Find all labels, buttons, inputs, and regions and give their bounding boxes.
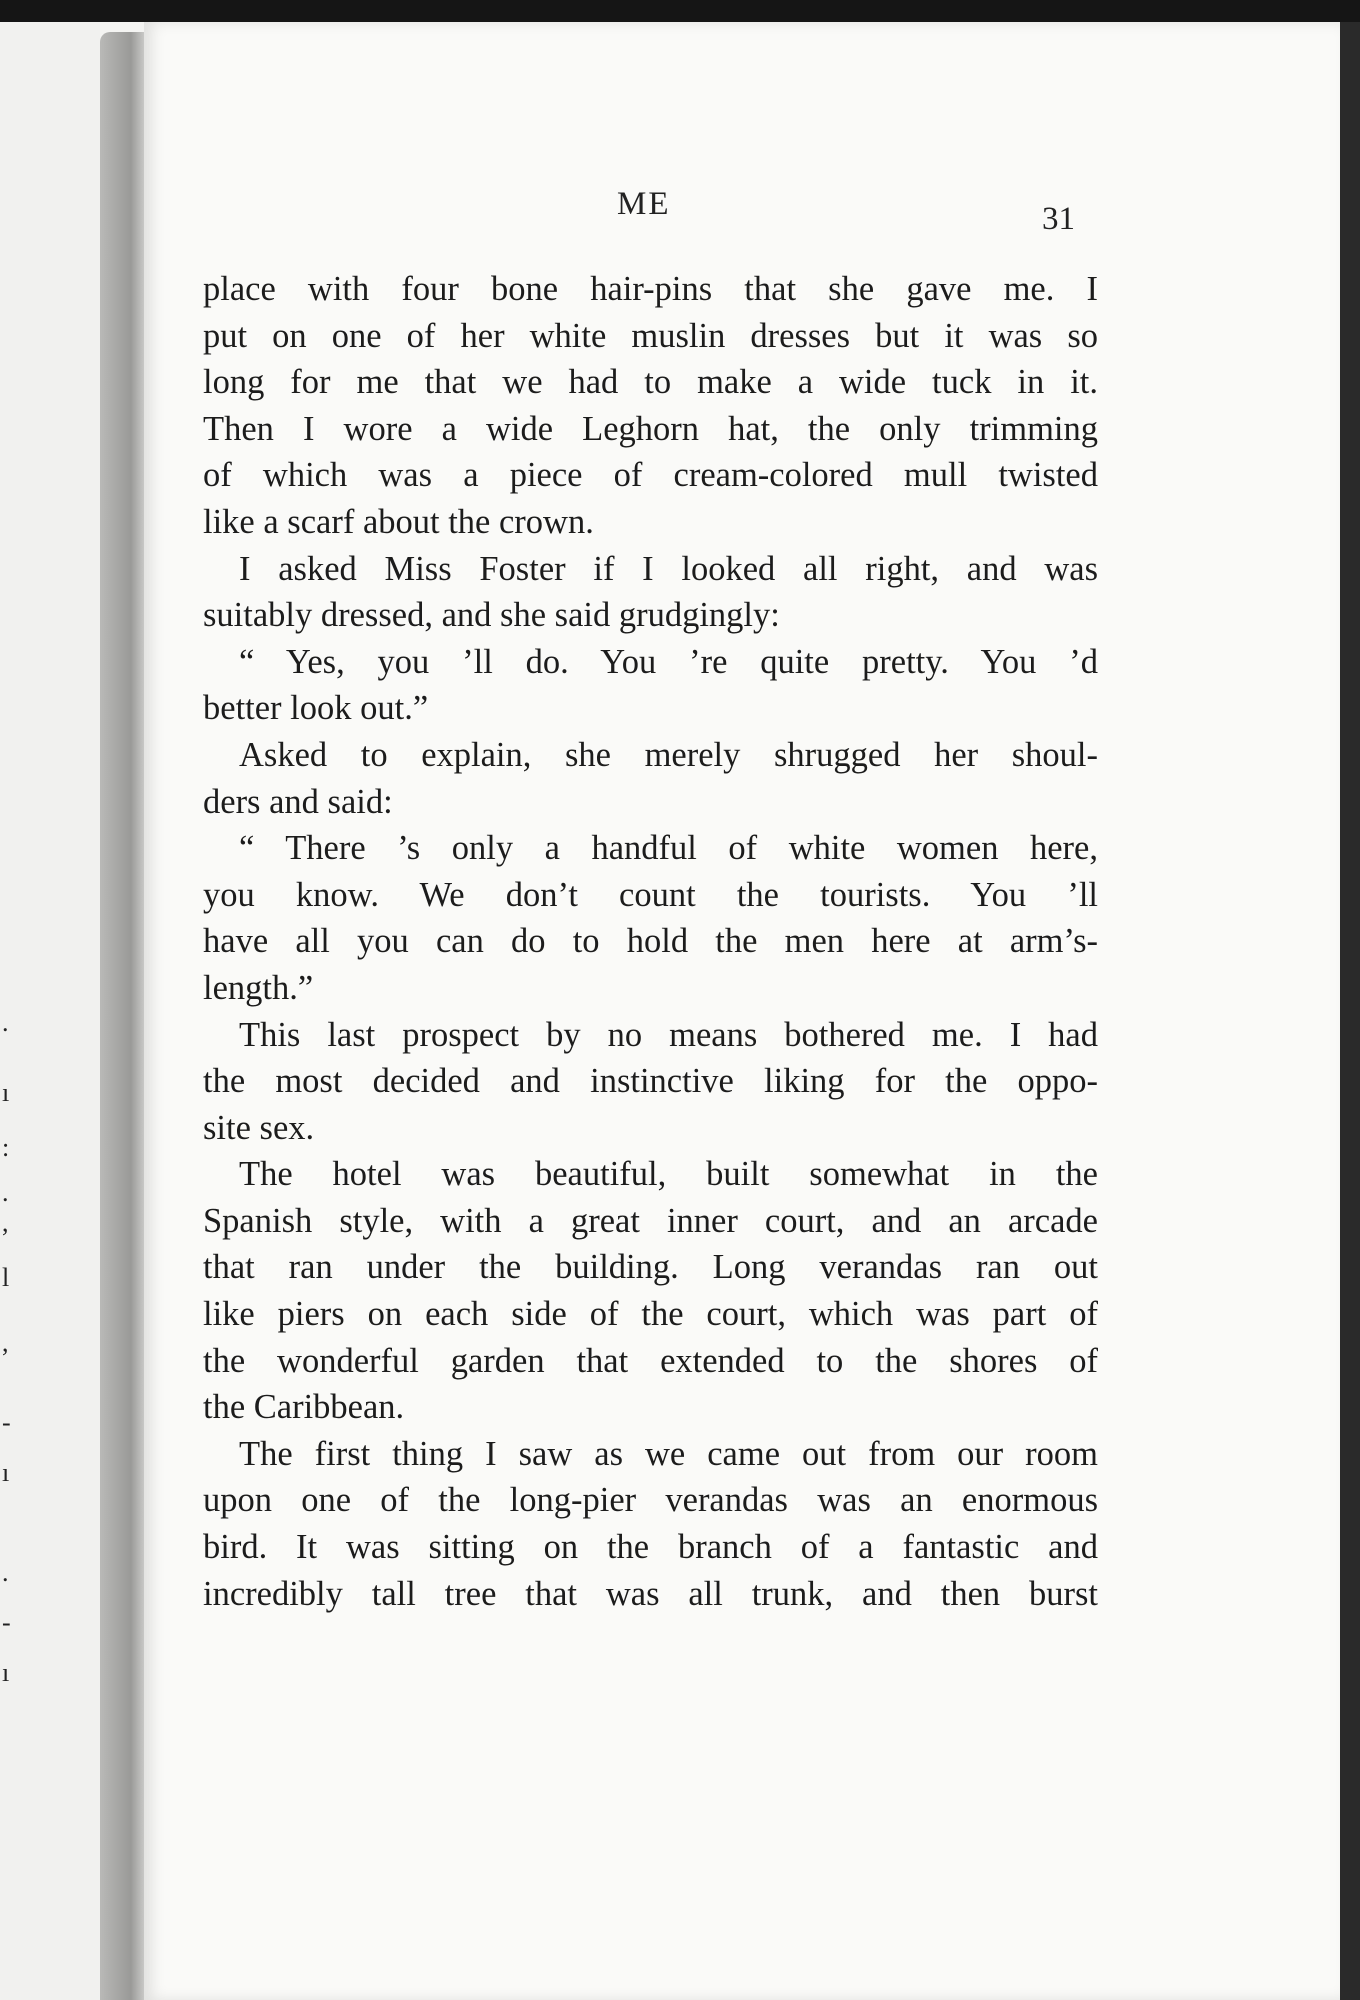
text-line: I asked Miss Foster if I looked all right, and was	[239, 549, 1098, 588]
facing-page-fragment: -	[2, 1608, 11, 1637]
facing-page-fragment: ı	[2, 1078, 10, 1107]
text-line: like a scarf about the crown.	[203, 502, 594, 541]
paragraph	[203, 639, 1098, 732]
text-line: Then I wore a wide Leghorn hat, the only trimming	[203, 409, 1098, 448]
text-line: upon one of the long-pier verandas was an enormous	[203, 1481, 1098, 1520]
text-line: like piers on each side of the court, which was part of	[203, 1295, 1098, 1334]
text-line: put on one of her white muslin dresses but it was so	[203, 316, 1098, 355]
paragraph	[203, 546, 1098, 639]
text-line: bird. It was sitting on the branch of a fantastic and	[203, 1528, 1098, 1567]
facing-page-fragment: l	[2, 1263, 10, 1292]
running-head: ME	[617, 186, 671, 222]
text-line: better look out.”	[203, 689, 429, 728]
text-line: the most decided and instinctive liking for the oppo-	[203, 1062, 1098, 1101]
paragraph	[203, 825, 1098, 1011]
body-text	[203, 266, 1098, 1617]
text-line: “ Yes, you ’ll do. You ’re quite pretty. You ’d	[239, 642, 1098, 681]
text-line: Asked to explain, she merely shrugged her shoul-	[239, 735, 1098, 774]
text-line: of which was a piece of cream-colored mull twisted	[203, 456, 1098, 495]
facing-page-fragments	[0, 0, 20, 2000]
text-line: incredibly tall tree that was all trunk, and then burst	[203, 1574, 1098, 1613]
text-line: you know. We don’t count the tourists. You ’ll	[203, 875, 1098, 914]
book-binding-gutter	[100, 32, 144, 2000]
paragraph	[203, 266, 1098, 546]
text-line: place with four bone hair-pins that she gave me. I	[203, 270, 1098, 308]
facing-page-fragment: .	[2, 1178, 9, 1207]
text-line: suitably dressed, and she said grudgingly:	[203, 596, 780, 635]
scan-top-edge	[0, 0, 1360, 22]
text-line: length.”	[203, 968, 314, 1007]
facing-page-fragment: ,	[2, 1328, 9, 1357]
text-line: This last prospect by no means bothered me. I had	[239, 1015, 1098, 1054]
facing-page-fragment: .	[2, 1008, 9, 1037]
facing-page-fragment: :	[2, 1133, 10, 1162]
paragraph	[203, 732, 1098, 825]
text-line: ders and said:	[203, 782, 393, 821]
paragraph	[203, 1431, 1098, 1617]
facing-page-fragment: .	[2, 1558, 9, 1587]
text-line: “ There ’s only a handful of white women here,	[239, 829, 1098, 868]
text-line: site sex.	[203, 1108, 315, 1147]
paragraph	[203, 1151, 1098, 1431]
text-line: Spanish style, with a great inner court, and an arcade	[203, 1201, 1098, 1240]
facing-page-fragment: ı	[2, 1658, 10, 1687]
text-line: that ran under the building. Long verandas ran out	[203, 1248, 1098, 1287]
text-line: The first thing I saw as we came out from our room	[239, 1434, 1098, 1473]
page-number: 31	[1042, 201, 1075, 237]
paragraph	[203, 1012, 1098, 1152]
text-line: the Caribbean.	[203, 1388, 405, 1427]
facing-page-fragment: ,	[2, 1208, 9, 1237]
text-line: The hotel was beautiful, built somewhat in the	[239, 1155, 1098, 1194]
facing-page-fragment: -	[2, 1408, 11, 1437]
text-line: long for me that we had to make a wide tuck in it.	[203, 363, 1098, 402]
facing-page-fragment: ı	[2, 1458, 10, 1487]
text-line: the wonderful garden that extended to the shores of	[203, 1341, 1098, 1380]
text-line: have all you can do to hold the men here at arm’s-	[203, 922, 1098, 961]
scan-right-edge	[1340, 22, 1360, 2000]
